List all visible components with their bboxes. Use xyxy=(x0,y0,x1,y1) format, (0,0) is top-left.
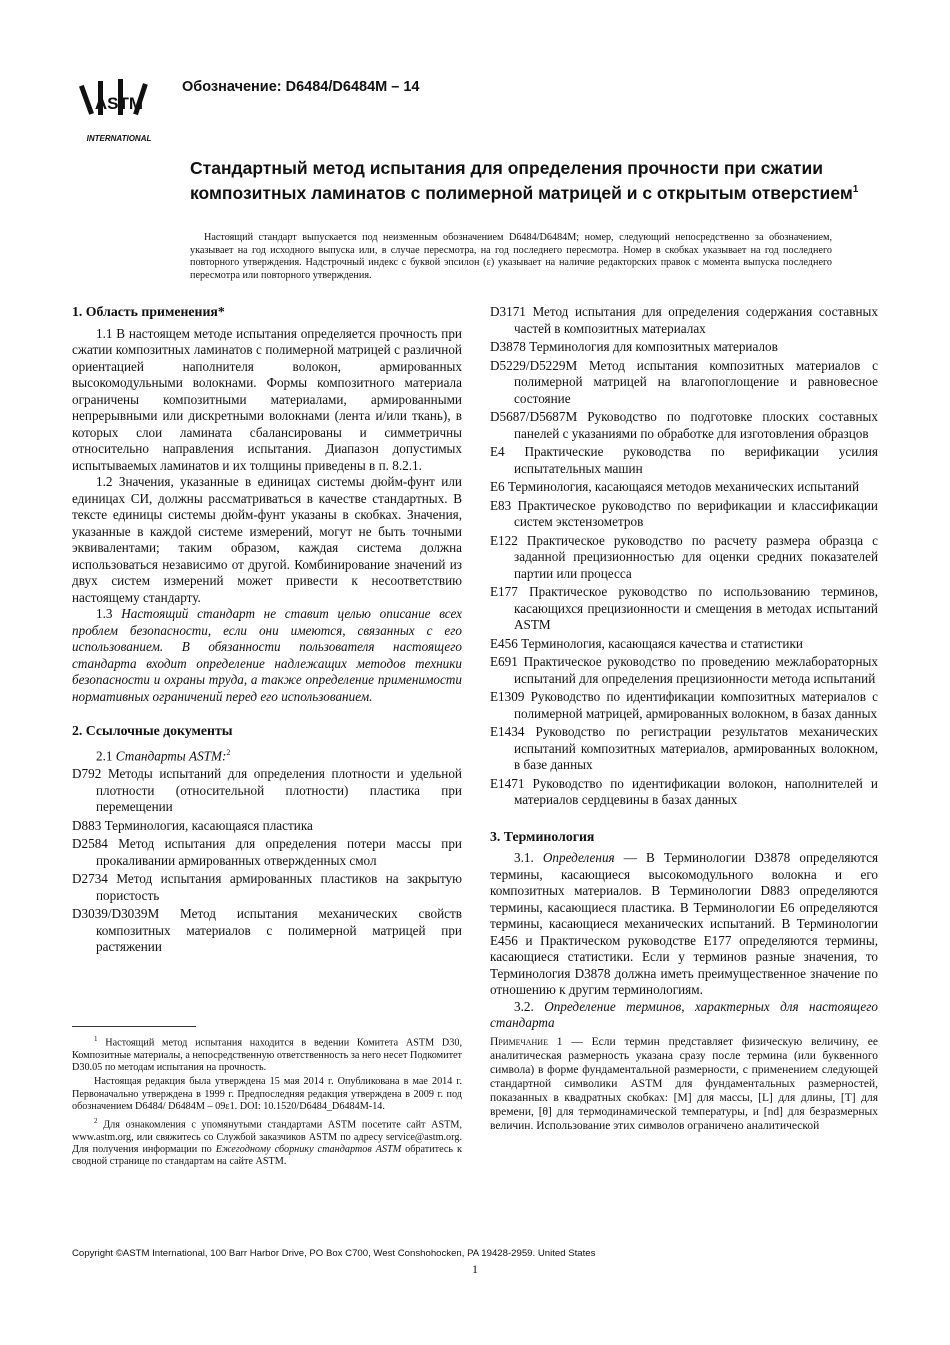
footnote-divider xyxy=(72,1026,196,1027)
section-1-heading: 1. Область применения* xyxy=(72,304,225,319)
reference-item: D3171 Метод испытания для определения содержания составных частей в композитных материалах xyxy=(490,304,878,336)
reference-item: D2734 Метод испытания армированных пластиков на закрытую пористость xyxy=(72,871,462,903)
reference-item: E4 Практические руководства по верификации усилия испытательных машин xyxy=(490,444,878,476)
footnote-1-continued: Настоящая редакция была утверждена 15 мая 2014 г. Опубликована в мае 2014 г. Первоначально утверждена в 1999 г. Предпоследняя редакция утверждена в 2009 г. под обозначением D6484/ D6484M – 09ε1. DOI: 10.1520/D6484_D6484M-14. xyxy=(72,1076,462,1112)
reference-item: E6 Терминология, касающаяся методов механических испытаний xyxy=(490,479,860,494)
footnotes xyxy=(72,1033,462,1171)
reference-item: D5229/D5229M Метод испытания композитных материалов с полимерной матрицей на влагопоглощение и равновесное состояние xyxy=(490,357,878,406)
title-footnote-mark: 1 xyxy=(852,184,859,195)
paragraph-1-1: 1.1 В настоящем методе испытания определяется прочность при сжатии композитных ламинатов с полимерной матрицей с различной ориентацией наполнителя волокон, армированных высокомодульными волокнами. Формы композитного материала ограничены композитными материалами, армированными непрерывными или дискретными волокнами (лента и/или ткань), в которых слои ламината сбалансированы и симметричны относительно направления испытания. Диапазон допустимых испытываемых ламинатов и их толщины приведены в п. 8.2.1. xyxy=(72,325,462,473)
reference-item: E122 Практическое руководство по расчету размера образца с заданной прецизионностью для оценки средних показателей партии или процесса xyxy=(490,532,878,581)
logo-subtitle: INTERNATIONAL xyxy=(86,134,152,143)
reference-item: D5687/D5687M Руководство по подготовке плоских составных панелей с указаниями по обработке для изготовления образцов xyxy=(490,409,878,441)
document-title: Стандартный метод испытания для определения прочности при сжатии композитных ламинатов с полимерной матрицей и с открытым отверстием$^1$ xyxy=(190,158,859,203)
paragraph-1-3: 1.3 Настоящий стандарт не ставит целью описание всех проблем безопасности, если они имеются, связанных с его использованием. В обязанности пользователя настоящего стандарта входит определение надлежащих методов техники безопасности и охраны труда, а также определение применимости нормативных ограничений перед его использованием. xyxy=(72,606,463,704)
astm-logo xyxy=(78,75,160,147)
left-column xyxy=(72,304,462,958)
intro-paragraph: Настоящий стандарт выпускается под неизменным обозначением D6484/D6484M; номер, следующий непосредственно за обозначением, указывает на год исходного выпуска или, в случае пересмотра, на год последнего пересмотра. Номер в скобках указывает на год последнего повторного утверждения. Надстрочный индекс с буквой эпсилон (ε) указывает на наличие редакторских правок с момента выпуска последнего пересмотра или повторного утверждения. xyxy=(190,232,832,281)
note-1: Примечание 1 — Если термин представляет физическую величину, ее аналитическая размерность указана сразу после термина (или буквенного символа) в форме фундаментальной размерности, с применением следующей стандартной символики ASTM для фундаментальных размерностей, показанных в квадратных скобках: [M] для массы, [L] для длины, [T] для времени, [θ] для термодинамической температуры, и [nd] для безразмерных величин. Использование этих символов ограничено аналитической xyxy=(490,1035,878,1132)
paragraph-1-2: 1.2 Значения, указанные в единицах системы дюйм-фунт или единицах СИ, должны рассматриваться в качестве стандартных. В тексте единицы системы дюйм-фунт указаны в скобках. Значения, указанные в каждой системе измерений, могут не быть точными эквивалентами; таким образом, каждая система должна использоваться независимо от другой. Комбинирование значений из двух систем измерений может привести к несоответствию настоящему стандарту. xyxy=(72,474,462,605)
reference-item: D3039/D3039M Метод испытания механических свойств композитных материалов с полимерной матрицей при растяжении xyxy=(72,906,462,955)
reference-item: E1309 Руководство по идентификации композитных материалов с полимерной матрицей, армированных волокном, в базах данных xyxy=(490,689,878,721)
logo-letters: ASTM xyxy=(94,94,144,113)
footnote-2: $^2$ Для ознакомления с упомянутыми стандартами ASTM посетите сайт ASTM, www.astm.org, или свяжитесь со Службой заказчиков ASTM по адресу service@astm.org. Для получения информации по Ежегодному сборнику стандартов ASTM обратитесь к сводной странице по стандартам на сайте ASTM. xyxy=(72,1117,463,1168)
copyright-line: Copyright ©ASTM International, 100 Barr Harbor Drive, PO Box C700, West Conshohocken, PA 19428-2959. United States xyxy=(72,1248,596,1259)
reference-item: E1434 Руководство по регистрации результатов механических испытаний композитных материалов, армированных волокном, в базе данных xyxy=(490,724,878,772)
section-3-heading: 3. Терминология xyxy=(490,828,595,844)
reference-item: E1471 Руководство по идентификации волокон, наполнителей и материалов сердцевины в базах данных xyxy=(490,775,878,807)
right-column xyxy=(490,304,878,1133)
reference-item: E456 Терминология, касающаяся качества и статистики xyxy=(490,635,803,651)
reference-item: D883 Терминология, касающаяся пластика xyxy=(72,817,313,833)
page-number: 1 xyxy=(472,1262,478,1276)
paragraph-3-1: 3.1. Определения — В Терминологии D3878 определяются термины, касающиеся высокомодульного волокна и его композитных материалов. В Терминологии D883 определяются термины, касающиеся пластика. В Терминологии E6 определяются термины, касающиеся механических испытаний. В Терминологии E456 и Практическом руководстве E177 определяются термины, касающиеся статистики. Если у терминов разные значения, то Терминология D3878 должна иметь преимущественное значение по отношению к другим терминологиям. xyxy=(490,850,879,997)
astm-standards-subheading: 2.1 Стандарты ASTM:$^2$ xyxy=(96,747,231,763)
reference-item: E177 Практическое руководство по использованию терминов, касающихся прецизионности и смещения в методах испытаний ASTM xyxy=(490,584,878,632)
paragraph-3-2: 3.2. Определение терминов, характерных для настоящего стандарта xyxy=(490,998,878,1030)
section-2-heading: 2. Ссылочные документы xyxy=(72,723,233,738)
reference-item: D3878 Терминология для композитных материалов xyxy=(490,339,778,354)
reference-item: E83 Практическое руководство по верификации и классификации систем экстензометров xyxy=(490,497,878,529)
reference-item: D792 Методы испытаний для определения плотности и удельной плотности (относительной плотности) пластика при перемещении xyxy=(72,766,462,815)
footnote-1: $^1$ Настоящий метод испытания находится в ведении Комитета ASTM D30, Композитные материалы, а непосредственную ответственность за него несет Подкомитет D30.05 по методам испытания на прочность. xyxy=(72,1035,462,1073)
reference-item: D2584 Метод испытания для определения потери массы при прокаливании армированных отвержденных смол xyxy=(72,836,462,868)
standard-designation: Обозначение: D6484/D6484M – 14 xyxy=(182,79,420,95)
reference-item: E691 Практическое руководство по проведению межлабораторных испытаний для определения прецизионности метода испытаний xyxy=(490,654,878,686)
